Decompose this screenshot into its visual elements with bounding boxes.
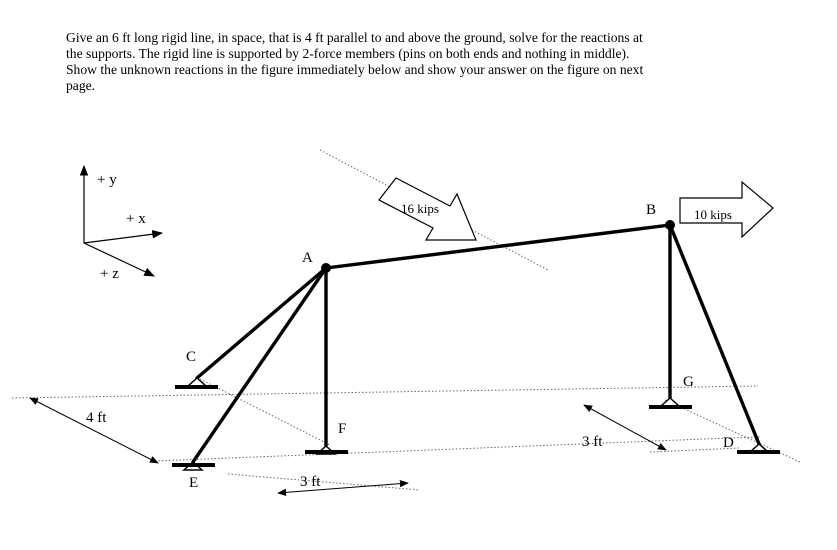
rigid-line-ab xyxy=(326,225,670,268)
problem-line-3: Show the unknown reactions in the figure immediately below and show your answer on the figure on next xyxy=(66,62,644,77)
joint-a xyxy=(321,263,331,273)
support-e xyxy=(172,462,215,470)
problem-line-4: page. xyxy=(66,78,96,93)
dimension-gd-label: 3 ft xyxy=(582,434,603,450)
joint-b xyxy=(665,220,675,230)
z-axis-label: + z xyxy=(100,266,119,282)
label-b: B xyxy=(646,202,657,218)
y-axis-label: + y xyxy=(97,172,117,188)
support-f xyxy=(305,446,348,454)
members xyxy=(193,225,759,462)
support-g xyxy=(649,398,692,409)
label-a: A xyxy=(302,250,313,266)
x-axis-line xyxy=(84,233,162,243)
axis-triad xyxy=(84,166,162,282)
dimension-ef-label: 3 ft xyxy=(300,474,321,490)
load-10-kips-label: 10 kips xyxy=(694,207,732,222)
load-arrow-16-kips xyxy=(379,178,476,240)
label-c: C xyxy=(186,349,197,365)
dimension-height-label: 4 ft xyxy=(86,410,107,426)
x-axis-label: + x xyxy=(126,211,146,227)
label-g: G xyxy=(683,374,694,390)
label-d: D xyxy=(723,435,734,451)
problem-line-2: the supports. The rigid line is supported by 2-force members (pins on both ends and nothing in middle). xyxy=(66,46,630,61)
label-e: E xyxy=(189,475,199,491)
label-f: F xyxy=(338,421,347,437)
dimension-ef-line xyxy=(278,483,408,493)
member-bd xyxy=(670,225,759,444)
dimension-height-line xyxy=(30,398,158,463)
load-16-kips-label: 16 kips xyxy=(401,201,439,216)
support-d xyxy=(737,444,780,454)
problem-line-1: Give an 6 ft long rigid line, in space, that is 4 ft parallel to and above the ground, solve for the reactions at xyxy=(66,30,643,45)
z-axis-line xyxy=(84,243,154,276)
load-arrow-10-kips xyxy=(680,182,773,237)
support-c xyxy=(175,378,218,389)
